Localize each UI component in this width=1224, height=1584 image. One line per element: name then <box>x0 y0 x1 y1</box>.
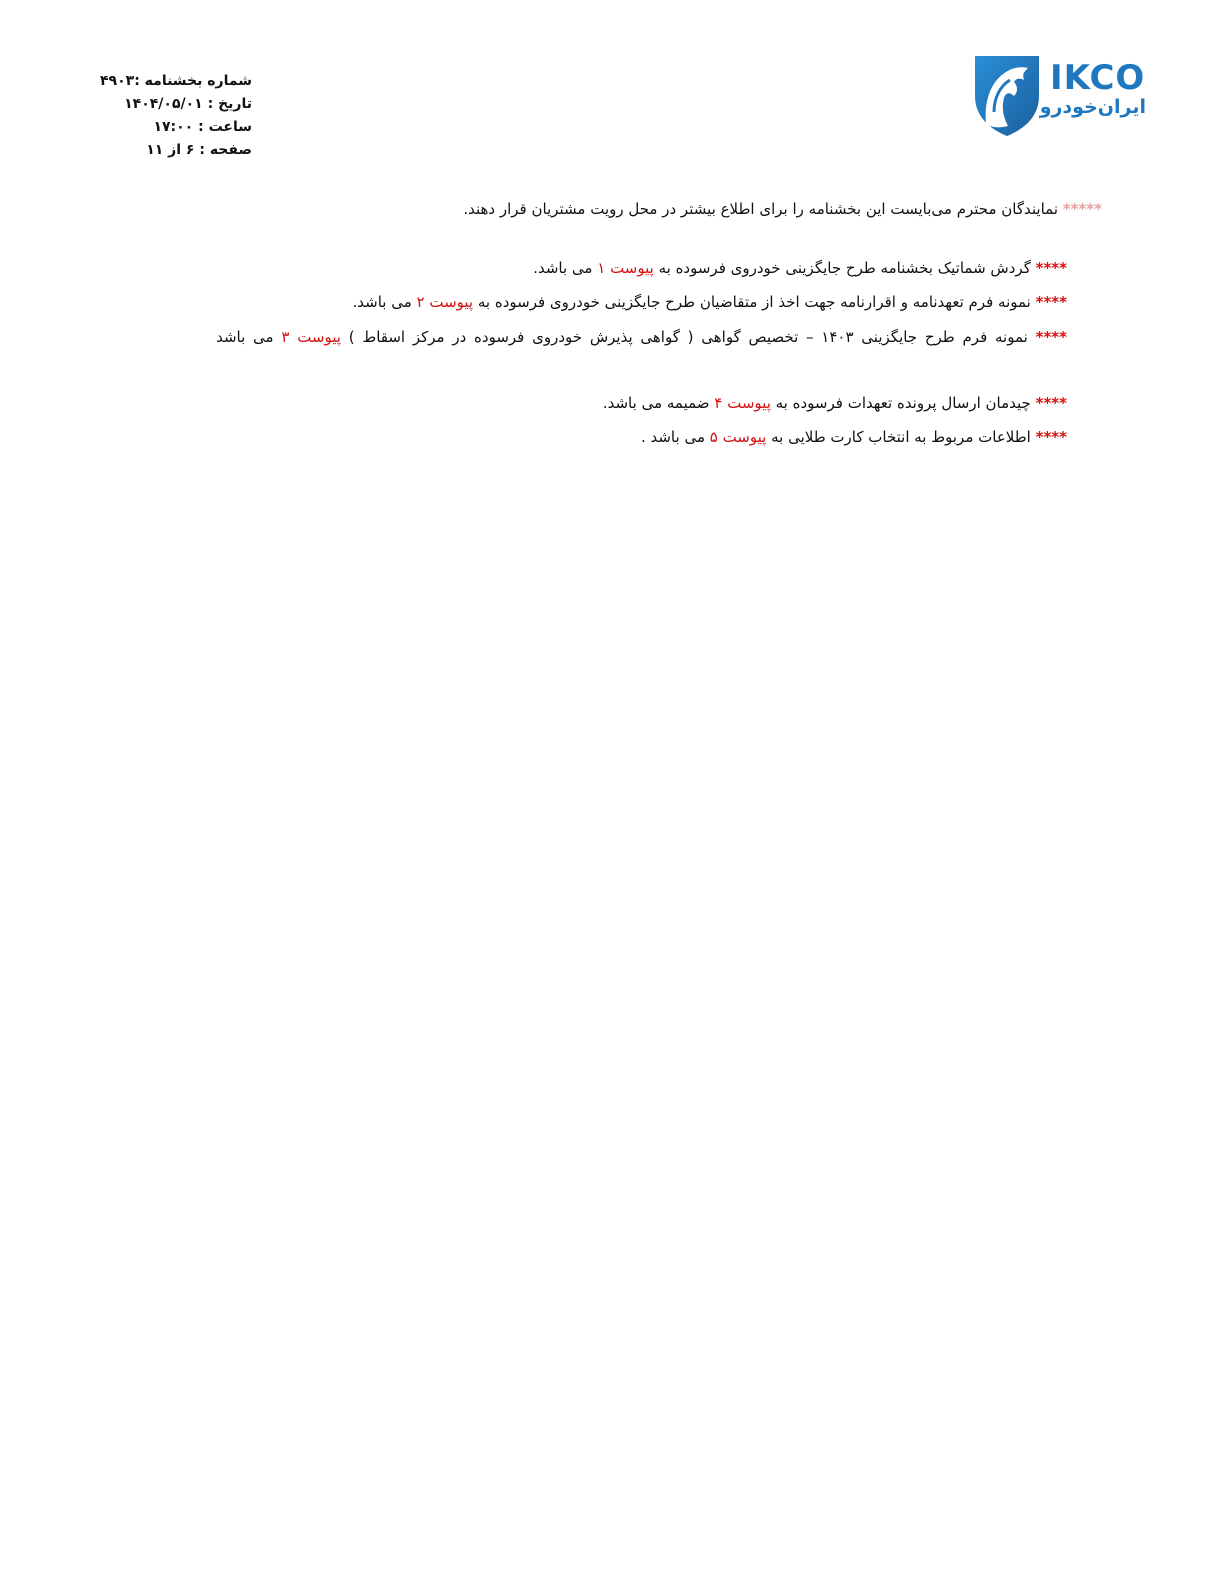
item-text-end: می باشد <box>216 328 282 346</box>
attachment-ref: پیوست ۴ <box>714 394 771 412</box>
item-text: نمونه فرم طرح جایگزینی ۱۴۰۳ – تخصیص گواهی ( گواهی پذیرش خودروی فرسوده در مرکز اسقاط ) <box>340 328 1036 346</box>
circular-number: شماره بخشنامه :۴۹۰۳ <box>100 73 252 89</box>
item-text-end: می باشد. <box>352 293 417 311</box>
list-item <box>533 257 1067 279</box>
intro-stars: ***** <box>1062 200 1102 218</box>
item-text-end: می باشد. <box>533 259 598 277</box>
bullet-stars: **** <box>1035 394 1067 412</box>
item-text-end: ضمیمه می باشد. <box>602 394 715 412</box>
item-text-end: می باشد . <box>640 428 710 446</box>
intro-text: نمایندگان محترم می‌بایست این بخشنامه را برای اطلاع بیشتر در محل رویت مشتریان قرار دهند. <box>463 200 1063 218</box>
item-text: گردش شماتیک بخشنامه طرح جایگزینی خودروی فرسوده به <box>653 259 1036 277</box>
list-item <box>641 426 1067 448</box>
circular-time: ساعت : ۱۷:۰۰ <box>153 119 252 135</box>
page-indicator: صفحه : ۶ از ۱۱ <box>146 142 252 158</box>
ikco-logo <box>972 52 1154 138</box>
list-item <box>352 291 1067 313</box>
attachment-ref: پیوست ۳ <box>281 328 341 346</box>
bullet-stars: **** <box>1035 259 1067 277</box>
bullet-stars: **** <box>1035 328 1067 346</box>
horse-shield-icon <box>972 52 1042 138</box>
item-text: اطلاعات مربوط به انتخاب کارت طلایی به <box>766 428 1036 446</box>
item-text: چیدمان ارسال پرونده تعهدات فرسوده به <box>770 394 1036 412</box>
list-item <box>216 326 1067 348</box>
bullet-stars: **** <box>1035 293 1067 311</box>
attachment-ref: پیوست ۵ <box>709 428 767 446</box>
item-text: نمونه فرم تعهدنامه و اقرارنامه جهت اخذ از متقاضیان طرح جایگزینی خودروی فرسوده به <box>473 293 1036 311</box>
brand-name-fa: ایران‌خودرو <box>1039 96 1146 118</box>
circular-meta <box>92 70 252 162</box>
brand-name-en: IKCO <box>1050 58 1146 98</box>
attachment-ref: پیوست ۱ <box>597 259 654 277</box>
list-item <box>603 392 1067 414</box>
circular-date: تاریخ : ۱۴۰۴/۰۵/۰۱ <box>124 96 252 112</box>
bullet-stars: **** <box>1035 428 1067 446</box>
intro-line <box>463 198 1102 220</box>
attachment-ref: پیوست ۲ <box>416 293 474 311</box>
